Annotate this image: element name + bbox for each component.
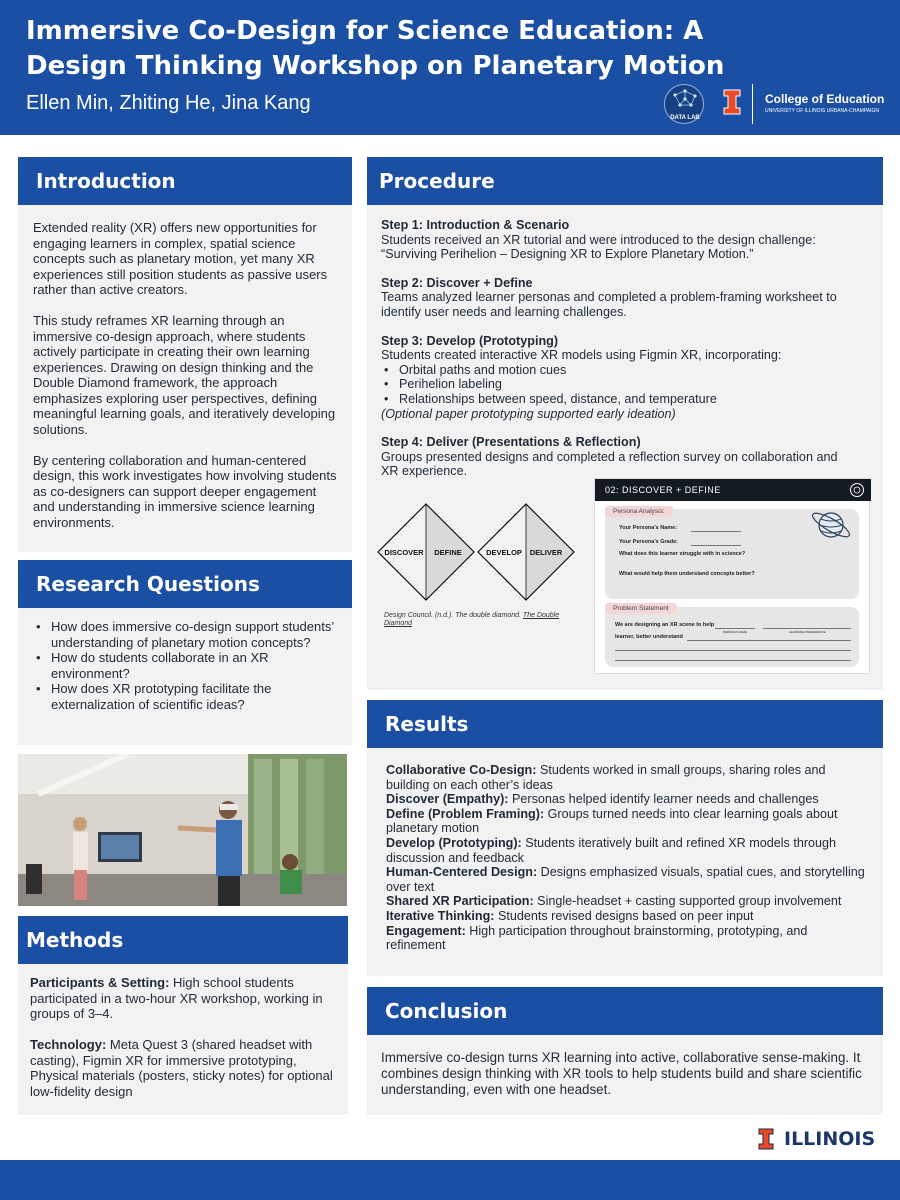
procedure-step-2: Step 2: Discover + Define Teams analyzed learner personas and completed a problem-framing worksheet to identify user needs and learning challenges.	[381, 275, 837, 319]
diamond-label-discover: DISCOVER	[384, 548, 424, 557]
problem-tab: Problem Statement	[605, 603, 677, 614]
persona-tab: Persona Analysis:	[605, 506, 673, 517]
workshop-photo-illustration	[18, 754, 347, 906]
procedure-note: (Optional paper prototyping supported early ideation)	[381, 406, 676, 421]
results-heading: Results	[367, 700, 883, 748]
illinois-wordmark: ILLINOIS	[784, 1128, 876, 1150]
data-lab-logo	[664, 84, 704, 124]
results-item: Shared XR Participation: Single-headset + casting supported group involvement	[386, 894, 842, 909]
results-item: Discover (Empathy): Personas helped identify learner needs and challenges	[386, 792, 819, 807]
list-item: • Orbital paths and motion cues	[381, 363, 871, 378]
workshop-photo	[18, 754, 347, 906]
list-item: • Perihelion labeling	[381, 377, 871, 392]
worksheet-image: 02: DISCOVER + DEFINE Persona Analysis: Your Persona’s Name: Your Persona’s Grade: What does this learner struggle with in science? What would help them understand concepts better? Problem Statement We are designing an XR scene to help PERSONA NAME LEARNING PREFERENCE learner, better understand	[594, 478, 870, 674]
conclusion-heading: Conclusion	[367, 987, 883, 1035]
diagram-citation: Design Council. (n.d.). The double diamond. The Double Diamond	[384, 612, 560, 627]
procedure-step-3: Step 3: Develop (Prototyping) Students created interactive XR models using Figmin XR, incorporating: • Orbital paths and motion cues • Perihelion labeling • Relationships between speed, distance, and temperature (Optional paper prototyping supported early ideation)	[381, 334, 871, 422]
illinois-block-i-icon	[758, 1128, 774, 1150]
methods-item: Technology: Meta Quest 3 (shared headset with casting), Figmin XR for immersive prototyping, Physical materials (posters, sticky notes) for optional low-fidelity design	[30, 1037, 333, 1099]
diamond-label-define: DEFINE	[434, 548, 462, 557]
procedure-step-3-list	[381, 363, 871, 407]
worksheet-title-bar: 02: DISCOVER + DEFINE	[595, 479, 871, 501]
poster-title: Immersive Co-Design for Science Education: A Design Thinking Workshop on Planetary Motion	[26, 16, 725, 81]
results-item: Iterative Thinking: Students revised designs based on peer input	[386, 908, 754, 923]
results-item: Define (Problem Framing): Groups turned needs into clear learning goals about planetary motion	[386, 806, 838, 836]
illinois-i-icon	[722, 88, 742, 116]
double-diamond-diagram	[376, 500, 576, 604]
college-subtitle: UNIVERSITY OF ILLINOIS URBANA-CHAMPAIGN	[765, 108, 880, 114]
research-questions-heading: Research Questions	[18, 560, 352, 608]
poster-footer-bar	[0, 1160, 900, 1200]
list-item: • How do students collaborate in an XR environment?	[33, 650, 338, 681]
list-item: • Relationships between speed, distance, and temperature	[381, 392, 871, 407]
methods-heading: Methods	[18, 916, 348, 964]
results-item: Human-Centered Design: Designs emphasized visuals, spatial cues, and storytelling over text	[386, 865, 865, 894]
results-item: Develop (Prototyping): Students iteratively built and refined XR models through discussion and feedback	[386, 835, 837, 865]
introduction-paragraph: By centering collaboration and human-centered design, this work investigates how involving students as co-designers can support deeper engagement and understanding in immersive science learning environments.	[33, 452, 337, 530]
data-lab-label: DATA LAB	[670, 115, 700, 121]
results-item: Engagement: High participation throughout brainstorming, prototyping, and refinement	[386, 923, 808, 953]
introduction-paragraph: This study reframes XR learning through an immersive co-design approach, where students actively participate in creating their own learning experiences. Drawing on design thinking and the Double Diamond framework, the approach emphasizes exploring user perspectives, defining meaningful learning goals, and iteratively developing solutions.	[33, 313, 336, 437]
results-body	[386, 763, 866, 953]
procedure-body	[381, 218, 871, 493]
introduction-body	[33, 220, 338, 546]
introduction-heading: Introduction	[18, 157, 352, 205]
poster-authors: Ellen Min, Zhiting He, Jina Kang	[26, 92, 311, 114]
logo-divider	[752, 84, 753, 124]
procedure-heading: Procedure	[367, 157, 883, 205]
list-item: • How does XR prototyping facilitate the externalization of scientific ideas?	[33, 681, 338, 712]
diamond-label-develop: DEVELOP	[486, 548, 522, 557]
research-questions-list	[33, 619, 338, 712]
badge-icon	[849, 482, 865, 498]
procedure-step-1: Step 1: Introduction & Scenario Students received an XR tutorial and were introduced to the design challenge: “Surviving Perihelion – Designing XR to Explore Planetary Motion.”	[381, 218, 816, 262]
header-logos	[664, 84, 894, 128]
network-icon	[665, 85, 705, 115]
methods-body	[30, 975, 338, 1115]
list-item: • How does immersive co-design support students’ understanding of planetary motion concepts?	[33, 619, 338, 650]
conclusion-body: Immersive co-design turns XR learning into active, collaborative sense-making. It combines design thinking with XR tools to help students build and share scientific understanding, even with one headset.	[381, 1050, 862, 1097]
diamond-label-deliver: DELIVER	[529, 548, 563, 557]
college-title: College of Education	[765, 92, 885, 106]
results-item: Collaborative Co-Design: Students worked in small groups, sharing roles and building on each other’s ideas	[386, 763, 826, 792]
methods-item: Participants & Setting: High school students participated in a two-hour XR workshop, working in groups of 3–4.	[30, 975, 323, 1021]
citation-link[interactable]: The Double Diamond	[384, 612, 560, 627]
poster-header	[0, 0, 900, 135]
introduction-paragraph: Extended reality (XR) offers new opportunities for engaging learners in complex, spatial science concepts such as planetary motion, yet many XR experiences still position students as passive users rather than active creators.	[33, 220, 328, 297]
procedure-step-4: Step 4: Deliver (Presentations & Reflection) Groups presented designs and completed a reflection survey on collaboration and XR experience.	[381, 435, 838, 479]
planet-icon	[809, 505, 853, 545]
